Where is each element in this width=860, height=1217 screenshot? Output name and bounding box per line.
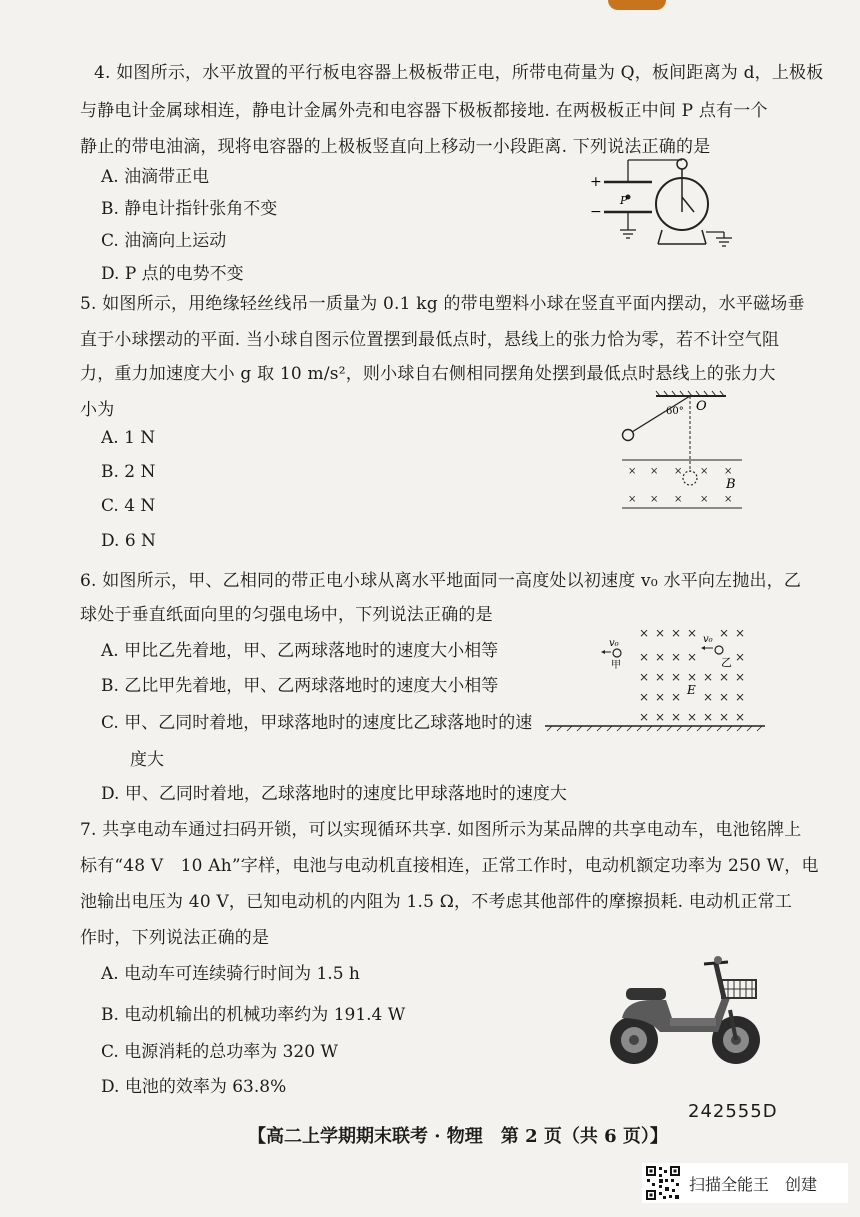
svg-text:×: × (687, 626, 698, 640)
q7-option-d: D. 电池的效率为 63.8% (101, 1077, 287, 1097)
page-footer: 【高二上学期期末联考 · 物理 第 2 页（共 6 页）】 (248, 1126, 668, 1147)
v0-jia-label: v₀ (609, 638, 619, 649)
q6-stem-line-2: 球处于垂直纸面向里的匀强电场中，下列说法正确的是 (80, 605, 493, 625)
svg-text:×: × (655, 670, 666, 684)
q4-stem-line-3: 静止的带电油滴，现将电容器的上极板竖直向上移动一小段距离. 下列说法正确的是 (80, 137, 711, 157)
q7-option-a: A. 电动车可连续骑行时间为 1.5 h (101, 964, 360, 984)
v0-yi-label: v₀ (703, 634, 713, 645)
plus-sign: + (590, 174, 602, 190)
field-b-label: B (726, 477, 736, 492)
q5-stem-line-2: 直于小球摆动的平面. 当小球自图示位置摆到最低点时，悬线上的张力恰为零，若不计空气阻 (80, 330, 780, 350)
electric-scooter-image (604, 952, 766, 1072)
svg-text:×: × (719, 710, 730, 724)
angle-label: 60° (666, 406, 684, 417)
pivot-o-label: O (696, 399, 707, 414)
q6-option-c: C. 甲、乙同时着地，甲球落地时的速度比乙球落地时的速 (101, 713, 533, 733)
q7-option-c: C. 电源消耗的总功率为 320 W (101, 1042, 338, 1062)
q5-option-c: C. 4 N (101, 496, 156, 516)
svg-text:×: × (639, 690, 650, 704)
svg-text:×: × (687, 670, 698, 684)
q5-stem-line-1: 5. 如图所示，用绝缘轻丝线吊一质量为 0.1 kg 的带电塑料小球在竖直平面内摆动，水平磁场垂 (80, 294, 805, 314)
svg-text:×: × (735, 690, 746, 704)
capacitor-electroscope-figure (582, 152, 742, 252)
q4-stem-line-2: 与静电计金属球相连，静电计金属外壳和电容器下极板都接地. 在两极板正中间 P 点有一个 (80, 101, 768, 121)
projectile-electric-field-figure (545, 622, 765, 732)
q6-option-b: B. 乙比甲先着地，甲、乙两球落地时的速度大小相等 (101, 676, 499, 696)
svg-text:×: × (719, 690, 730, 704)
svg-text:×: × (655, 710, 666, 724)
svg-text:×: × (671, 690, 682, 704)
svg-text:×: × (650, 466, 659, 477)
svg-text:×: × (687, 650, 698, 664)
svg-text:×: × (639, 710, 650, 724)
svg-text:×: × (724, 494, 733, 505)
svg-text:×: × (700, 466, 709, 477)
svg-text:×: × (671, 626, 682, 640)
svg-text:×: × (655, 690, 666, 704)
watermark-text: 扫描全能王 创建 (689, 1174, 818, 1194)
q4-stem-line-1: 4. 如图所示，水平放置的平行板电容器上极板带正电，所带电荷量为 Q，板间距离为 d，上极板 (94, 63, 824, 83)
top-edge-mark (608, 0, 666, 10)
minus-sign: − (590, 204, 602, 220)
svg-text:×: × (700, 494, 709, 505)
svg-text:×: × (628, 466, 637, 477)
jia-label: 甲 (611, 660, 621, 671)
svg-text:×: × (735, 710, 746, 724)
q6-option-d: D. 甲、乙同时着地，乙球落地时的速度比甲球落地时的速度大 (101, 784, 567, 804)
svg-text:×: × (687, 710, 698, 724)
svg-text:×: × (719, 626, 730, 640)
q5-option-d: D. 6 N (101, 531, 156, 551)
svg-text:×: × (735, 670, 746, 684)
q5-stem-line-4: 小为 (80, 400, 115, 420)
point-p-label: P (620, 194, 628, 207)
document-code: 242555D (688, 1101, 778, 1122)
q7-stem-line-2: 标有“48 V 10 Ah”字样，电池与电动机直接相连，正常工作时，电动机额定功率为 250 W，电 (80, 856, 819, 876)
qr-code-icon (645, 1165, 681, 1201)
svg-text:×: × (674, 466, 683, 477)
pendulum-magnetic-field-figure (614, 390, 754, 515)
q5-option-b: B. 2 N (101, 462, 156, 482)
svg-text:×: × (655, 650, 666, 664)
svg-text:×: × (724, 466, 733, 477)
q5-option-a: A. 1 N (101, 428, 156, 448)
yi-label: 乙 (721, 656, 732, 669)
q4-option-d: D. P 点的电势不变 (101, 264, 244, 284)
svg-text:×: × (719, 670, 730, 684)
q6-option-c-cont: 度大 (130, 750, 164, 770)
q7-stem-line-1: 7. 共享电动车通过扫码开锁，可以实现循环共享. 如图所示为某品牌的共享电动车，电池铭牌上 (80, 820, 802, 840)
svg-text:×: × (671, 670, 682, 684)
q7-stem-line-3: 池输出电压为 40 V，已知电动机的内阻为 1.5 Ω，不考虑其他部件的摩擦损耗. 电动机正常工 (80, 892, 793, 912)
q5-stem-line-3: 力，重力加速度大小 g 取 10 m/s²，则小球自右侧相同摆角处摆到最低点时悬线上的张力大 (80, 364, 776, 384)
svg-text:×: × (628, 494, 637, 505)
svg-text:×: × (639, 626, 650, 640)
svg-text:×: × (671, 650, 682, 664)
field-e-label: E (687, 683, 696, 697)
svg-text:×: × (703, 690, 714, 704)
svg-text:×: × (671, 710, 682, 724)
svg-text:×: × (655, 626, 666, 640)
svg-text:×: × (735, 626, 746, 640)
scanner-watermark (642, 1163, 848, 1203)
svg-text:×: × (639, 670, 650, 684)
svg-text:×: × (639, 650, 650, 664)
q4-option-c: C. 油滴向上运动 (101, 231, 227, 251)
svg-text:×: × (703, 670, 714, 684)
q7-stem-line-4: 作时，下列说法正确的是 (80, 928, 270, 948)
q6-option-a: A. 甲比乙先着地，甲、乙两球落地时的速度大小相等 (101, 641, 499, 661)
q4-option-a: A. 油滴带正电 (101, 167, 210, 187)
svg-text:×: × (703, 710, 714, 724)
svg-text:×: × (674, 494, 683, 505)
svg-text:×: × (650, 494, 659, 505)
q4-option-b: B. 静电计指针张角不变 (101, 199, 278, 219)
q6-stem-line-1: 6. 如图所示，甲、乙相同的带正电小球从离水平地面同一高度处以初速度 v₀ 水平向左抛出，乙 (80, 571, 802, 591)
svg-text:×: × (735, 650, 746, 664)
q7-option-b: B. 电动机输出的机械功率约为 191.4 W (101, 1005, 406, 1025)
